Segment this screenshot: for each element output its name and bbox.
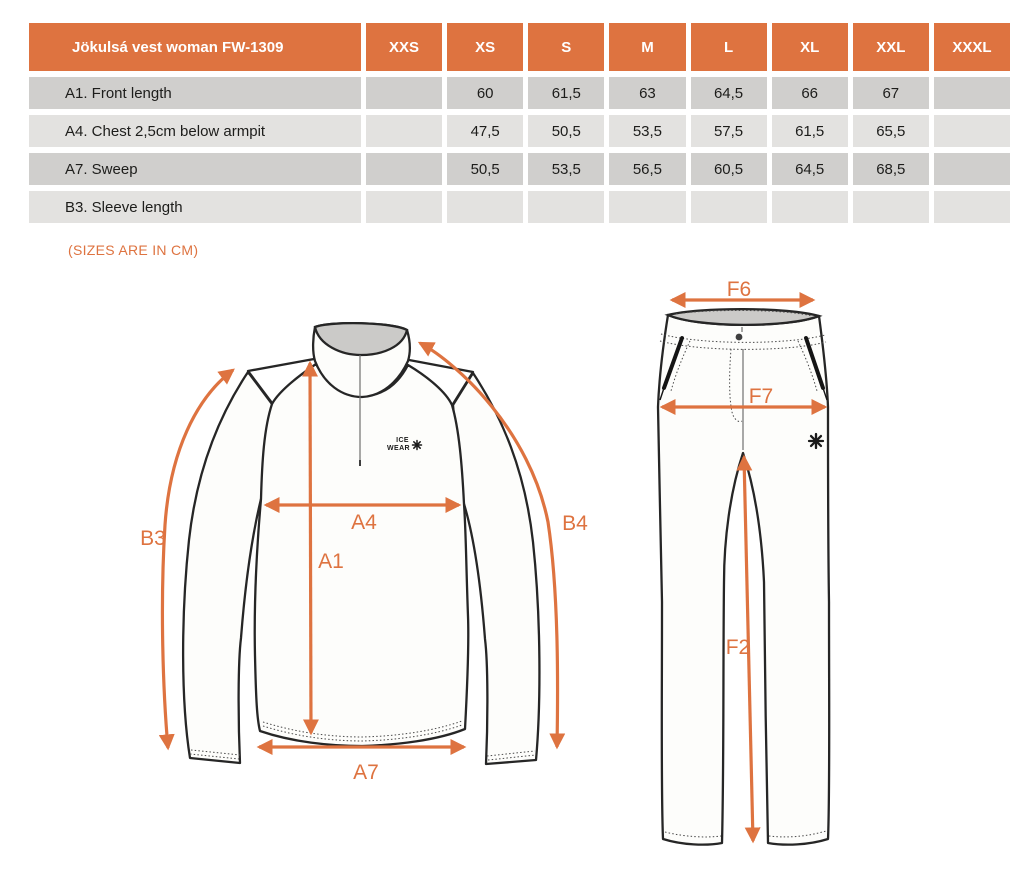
- shirt-drawing: [140, 323, 588, 784]
- size-cell: 57,5: [691, 115, 767, 147]
- icewear-logo-line2: WEAR: [387, 445, 410, 452]
- waist-button: [736, 334, 743, 341]
- size-header-xxxl: XXXL: [934, 23, 1010, 71]
- a7-label: A7: [353, 761, 379, 784]
- b3-label: B3: [140, 527, 166, 550]
- pants-body: [658, 315, 829, 845]
- snowflake-icon: [809, 434, 823, 448]
- size-cell: 64,5: [691, 77, 767, 109]
- row-label: B3. Sleeve length: [29, 191, 361, 223]
- size-cell: 56,5: [609, 153, 685, 185]
- size-cell: 64,5: [772, 153, 848, 185]
- size-cell: 61,5: [528, 77, 604, 109]
- size-cell: 50,5: [528, 115, 604, 147]
- size-cell: 68,5: [853, 153, 929, 185]
- row-label: A1. Front length: [29, 77, 361, 109]
- size-header-xxs: XXS: [366, 23, 442, 71]
- size-header-m: M: [609, 23, 685, 71]
- shirt-body: [255, 364, 469, 746]
- f2-label: F2: [725, 636, 751, 659]
- icewear-logo-line1: ICE: [396, 437, 409, 444]
- size-cell: 65,5: [853, 115, 929, 147]
- size-header-xl: XL: [772, 23, 848, 71]
- a4-label: A4: [351, 511, 377, 534]
- size-cell: 60: [447, 77, 523, 109]
- f6-label: F6: [726, 278, 752, 301]
- size-cell: 50,5: [447, 153, 523, 185]
- size-cell: 53,5: [609, 115, 685, 147]
- size-header-l: L: [691, 23, 767, 71]
- b4-label: B4: [562, 512, 588, 535]
- size-cell: 63: [609, 77, 685, 109]
- size-header-xs: XS: [447, 23, 523, 71]
- a1-arrow: [310, 363, 311, 733]
- f7-label: F7: [748, 385, 774, 408]
- size-header-s: S: [528, 23, 604, 71]
- pants-drawing: [658, 278, 829, 845]
- size-cell: 47,5: [447, 115, 523, 147]
- size-cell: 53,5: [528, 153, 604, 185]
- size-cell: 66: [772, 77, 848, 109]
- size-header-xxl: XXL: [853, 23, 929, 71]
- row-label: A7. Sweep: [29, 153, 361, 185]
- snowflake-icon: [413, 441, 422, 450]
- size-cell: 60,5: [691, 153, 767, 185]
- table-title: Jökulsá vest woman FW-1309: [29, 23, 361, 71]
- size-cell: 67: [853, 77, 929, 109]
- size-cell: 61,5: [772, 115, 848, 147]
- sizes-in-cm-note: (SIZES ARE IN CM): [68, 242, 199, 258]
- a1-label: A1: [318, 550, 344, 573]
- row-label: A4. Chest 2,5cm below armpit: [29, 115, 361, 147]
